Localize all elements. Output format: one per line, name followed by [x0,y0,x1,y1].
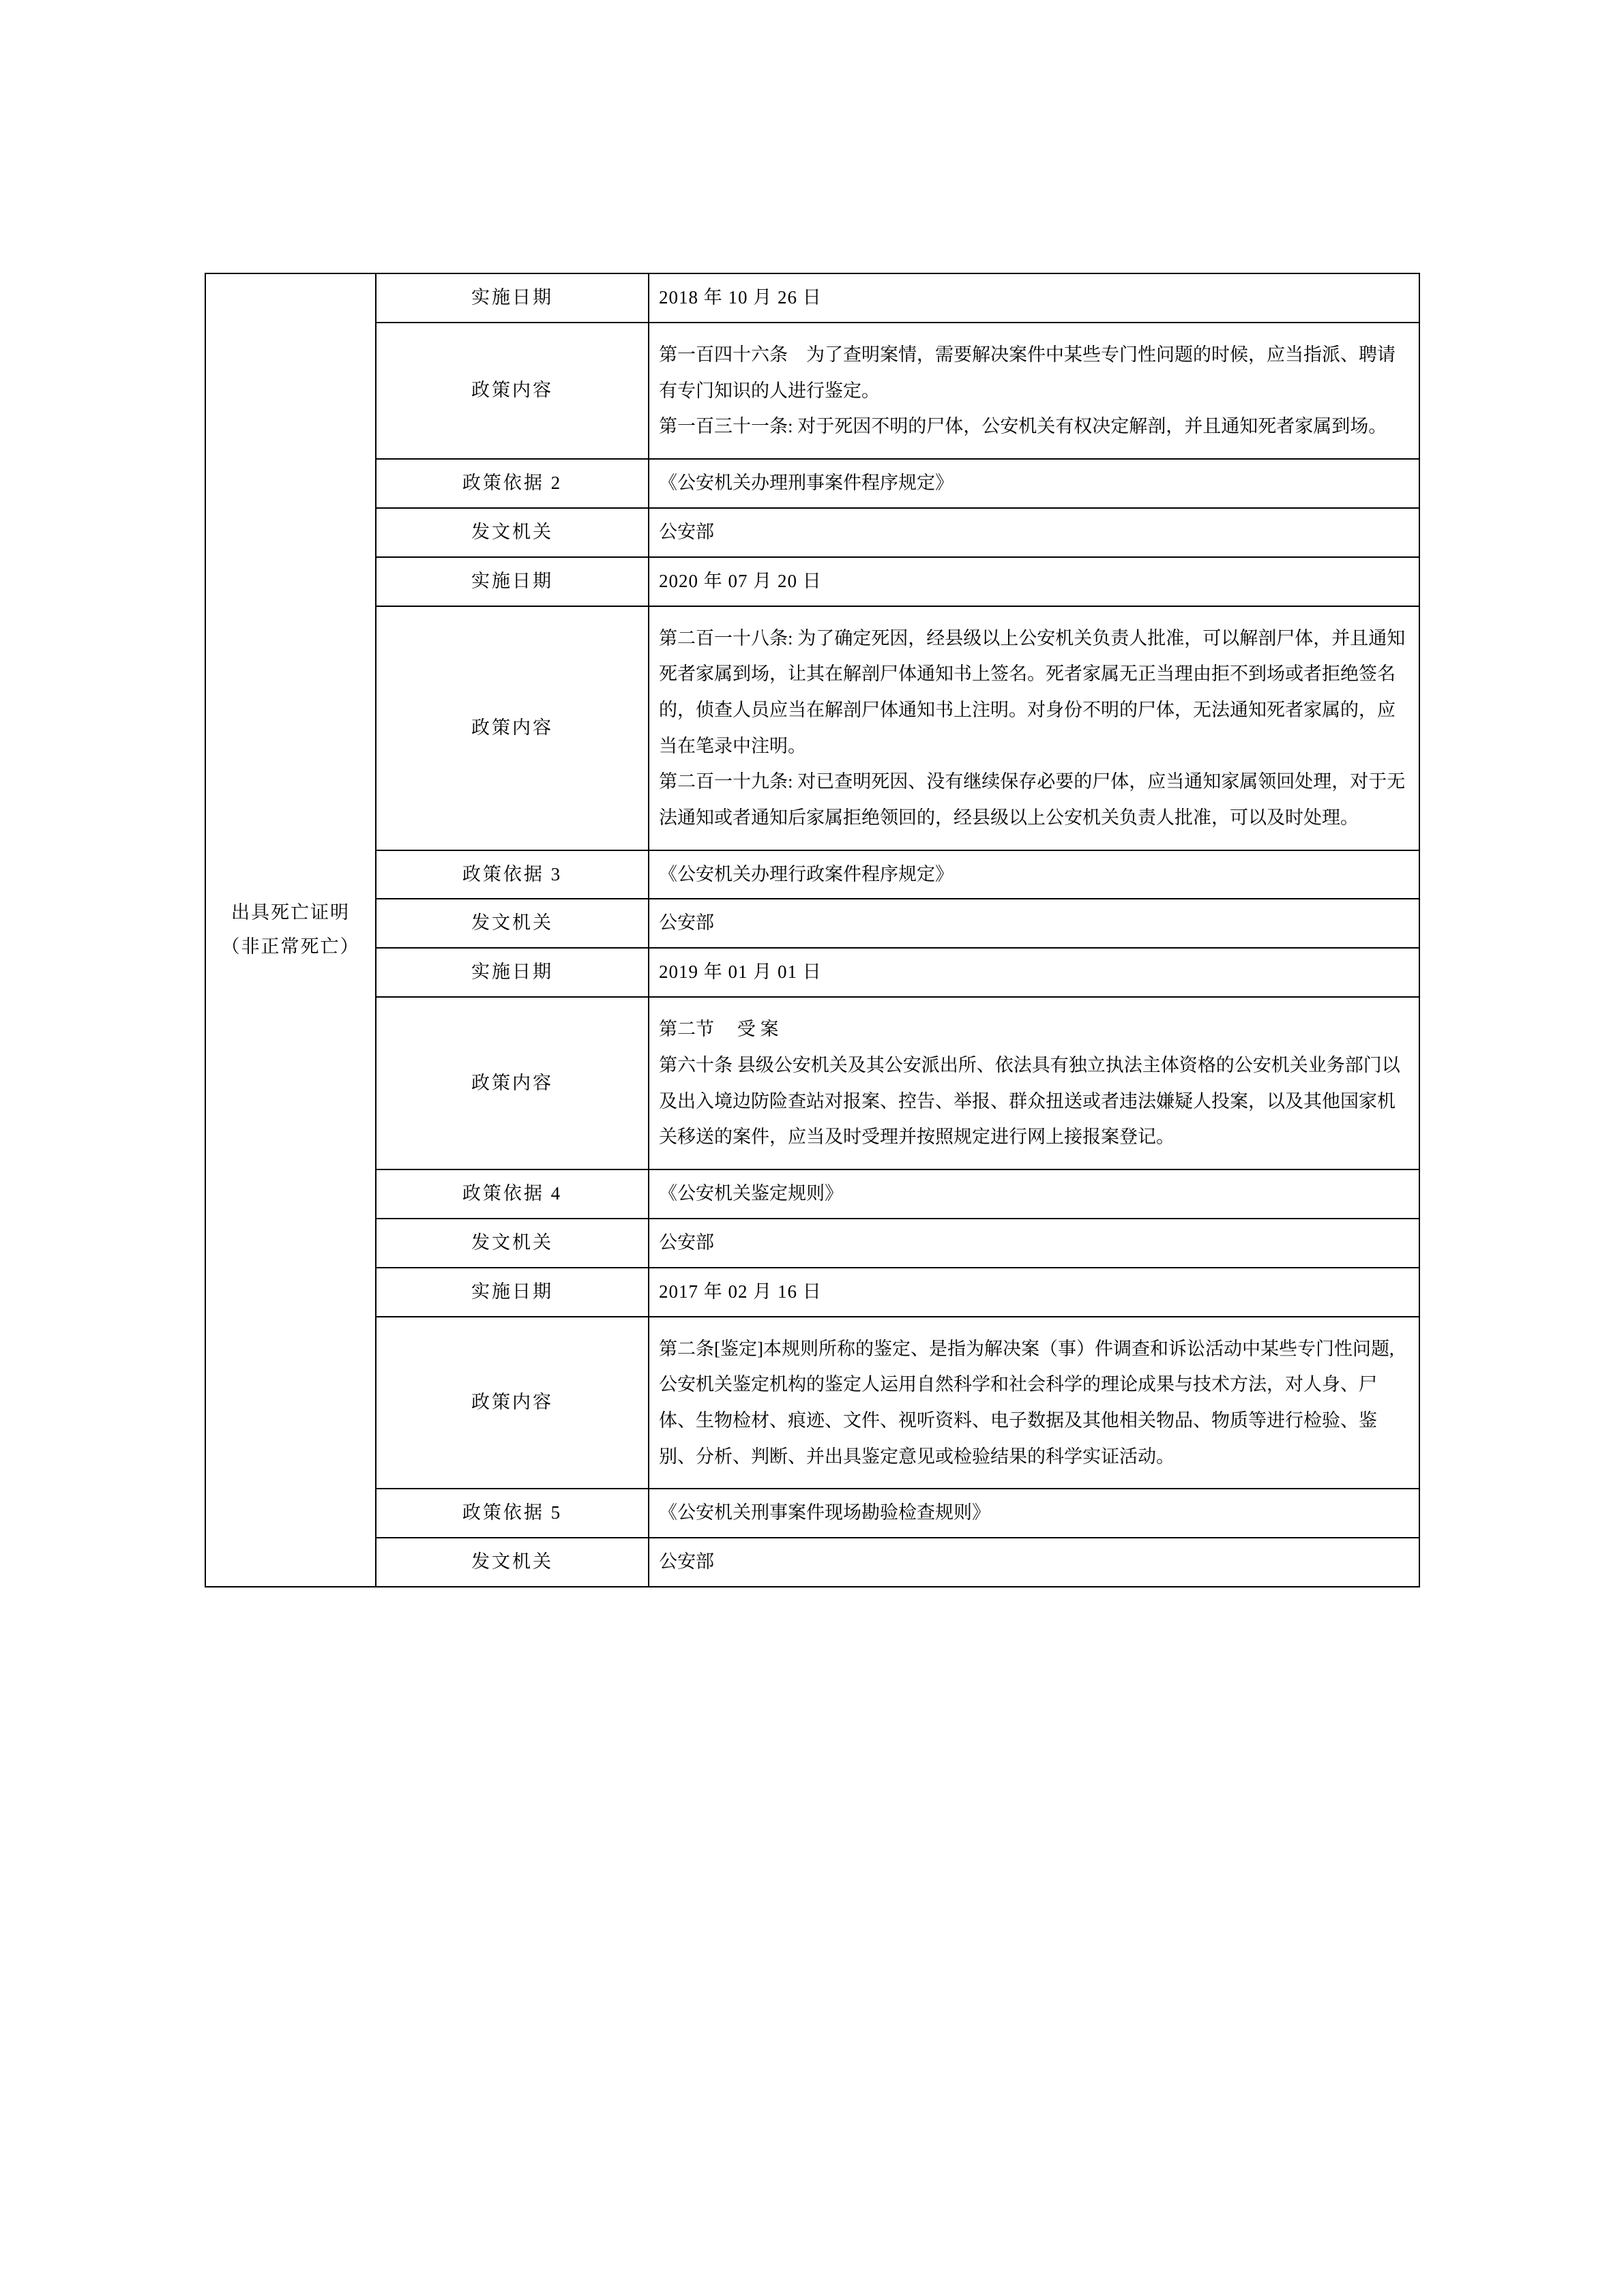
field-label: 实施日期 [376,273,649,323]
field-label: 政策依据 3 [376,850,649,899]
field-value-paragraph: 第一百四十六条 为了查明案情，需要解决案件中某些专门性问题的时候，应当指派、聘请有专门知识的人进行鉴定。 [659,344,1396,401]
field-value-paragraph: 第二百一十八条: 为了确定死因，经县级以上公安机关负责人批准，可以解剖尸体，并且通知死者家属到场，让其在解剖尸体通知书上签名。死者家属无正当理由拒不到场或者拒绝签名的，侦查人员应当在解剖尸体通知书上注明。对身份不明的尸体，无法通知死者家属的，应当在笔录中注明。 [659,627,1406,756]
field-label: 实施日期 [376,948,649,997]
field-value-paragraph: 2020 年 07 月 20 日 [659,570,822,591]
field-label: 发文机关 [376,1538,649,1587]
field-label: 实施日期 [376,1268,649,1317]
field-label: 政策内容 [376,323,649,459]
table-row [205,1317,1419,1489]
field-label: 政策依据 5 [376,1489,649,1538]
table-body [205,273,1419,1587]
table-row [205,948,1419,997]
field-value-paragraph: 第六十条 县级公安机关及其公安派出所、依法具有独立执法主体资格的公安机关业务部门以及出入境边防险查站对报案、控告、举报、群众扭送或者违法嫌疑人投案，以及其他国家机关移送的案件，应当及时受理并按照规定进行网上接报案登记。 [659,1054,1400,1148]
table-row [205,850,1419,899]
field-value-paragraph: 《公安机关鉴定规则》 [659,1182,843,1204]
table-row [205,1489,1419,1538]
field-value-paragraph: 第一百三十一条: 对于死因不明的尸体，公安机关有权决定解剖，并且通知死者家属到场。 [659,416,1387,437]
matter-name-cell: 出具死亡证明（非正常死亡） [205,273,376,1587]
table-row [205,1169,1419,1219]
field-label: 发文机关 [376,1219,649,1268]
field-value-paragraph: 公安部 [659,1551,714,1572]
field-value [649,606,1419,850]
policy-basis-table [205,273,1420,1587]
field-value [649,850,1419,899]
field-value [649,508,1419,557]
field-value-paragraph: 2018 年 10 月 26 日 [659,287,822,308]
table-row [205,606,1419,850]
table-row [205,899,1419,948]
field-label: 政策依据 2 [376,459,649,508]
field-value [649,948,1419,997]
table-row [205,557,1419,606]
field-value-paragraph: 《公安机关办理行政案件程序规定》 [659,863,954,884]
field-value [649,1489,1419,1538]
field-label: 实施日期 [376,557,649,606]
table-row [205,323,1419,459]
field-label: 政策内容 [376,1317,649,1489]
field-value [649,1268,1419,1317]
field-value-paragraph: 公安部 [659,912,714,934]
field-value [649,899,1419,948]
field-value-paragraph: 第二节 受 案 [659,1019,779,1040]
field-value-paragraph: 《公安机关办理刑事案件程序规定》 [659,472,954,493]
field-label: 政策内容 [376,997,649,1169]
field-value-paragraph: 公安部 [659,521,714,542]
field-value [649,1169,1419,1219]
field-value [649,323,1419,459]
field-value [649,459,1419,508]
field-value-paragraph: 第二百一十九条: 对已查明死因、没有继续保存必要的尸体，应当通知家属领回处理，对于无法通知或者通知后家属拒绝领回的，经县级以上公安机关负责人批准，可以及时处理。 [659,771,1406,828]
field-label: 政策依据 4 [376,1169,649,1219]
table-row [205,1538,1419,1587]
field-value-paragraph: 《公安机关刑事案件现场勘验检查规则》 [659,1502,990,1523]
table-row [205,459,1419,508]
table-row [205,1219,1419,1268]
field-value [649,1538,1419,1587]
field-value-paragraph: 2017 年 02 月 16 日 [659,1281,822,1302]
table-row [205,997,1419,1169]
table-row [205,1268,1419,1317]
field-label: 政策内容 [376,606,649,850]
field-label: 发文机关 [376,899,649,948]
field-label: 发文机关 [376,508,649,557]
field-value-paragraph: 2019 年 01 月 01 日 [659,961,822,983]
field-value-paragraph: 公安部 [659,1232,714,1253]
field-value [649,273,1419,323]
field-value [649,1317,1419,1489]
field-value-paragraph: 第二条[鉴定]本规则所称的鉴定、是指为解决案（事）件调查和诉讼活动中某些专门性问题,公安机关鉴定机构的鉴定人运用自然科学和社会科学的理论成果与技术方法，对人身、尸体、生物检材、痕迹、文件、视听资料、电子数据及其他相关物品、物质等进行检验、鉴别、分析、判断、并出具鉴定意见或检验结果的科学实证活动。 [659,1338,1394,1467]
table-row [205,508,1419,557]
field-value [649,1219,1419,1268]
field-value [649,997,1419,1169]
field-value [649,557,1419,606]
table-row [205,273,1419,323]
